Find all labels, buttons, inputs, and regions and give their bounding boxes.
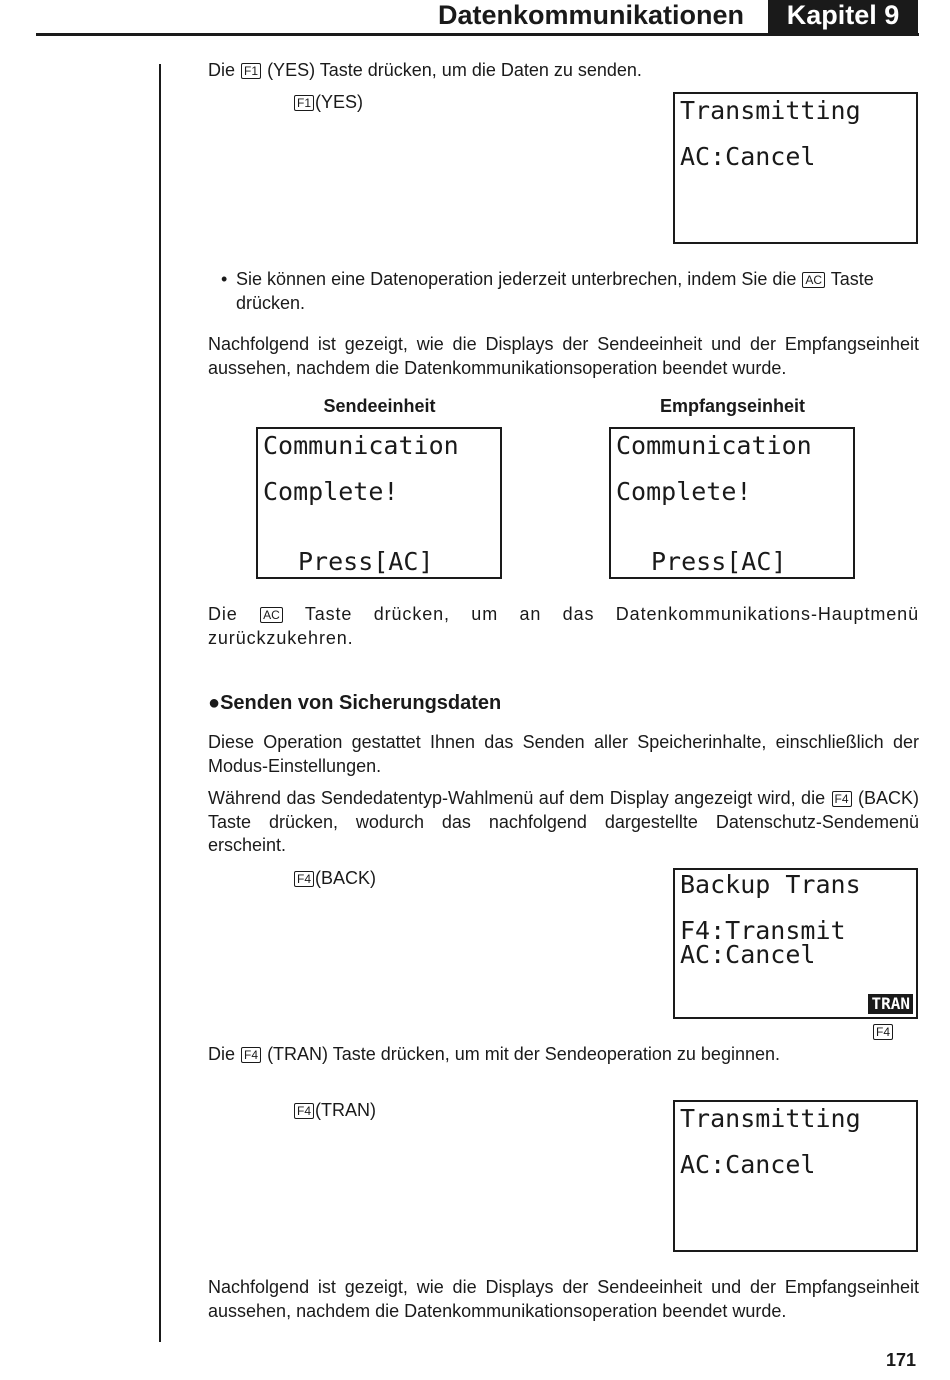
final-paragraph: Nachfolgend ist gezeigt, wie die Displays der Sendeeinheit und der Empfangseinheit aussehen, nachdem die Datenkommunikationsoperation beendet wurde. <box>208 1277 919 1321</box>
section-heading: ●Senden von Sicherungsdaten <box>208 692 502 714</box>
tran-softkey: TRAN <box>868 994 913 1014</box>
lcd-line: Press[AC] <box>298 547 434 576</box>
sender-caption: Sendeeinheit <box>323 396 436 416</box>
f4-key-icon: F4 <box>873 1024 893 1040</box>
step1-instruction: Die F1 (YES) Taste drücken, um die Daten zu senden. <box>208 60 642 80</box>
chapter-title: Datenkommunikationen <box>437 0 744 30</box>
backup-key-label: F4 (BACK) <box>293 867 376 891</box>
f4-key-icon: F4 <box>294 1103 314 1119</box>
result-intro-paragraph: Nachfolgend ist gezeigt, wie die Displays der Sendeeinheit und der Empfangseinheit aussehen, nachdem die Datenkommunikationsoperation beendet wurde. <box>208 334 919 378</box>
screen-transmitting <box>673 92 918 244</box>
tran-instruction: Die F4 (TRAN) Taste drücken, um mit der Sendeoperation zu beginnen. <box>208 1044 781 1064</box>
f4-key-icon: F4 <box>832 791 852 807</box>
lcd-line: Complete! <box>616 477 752 506</box>
ac-key-icon: AC <box>260 607 283 623</box>
chapter-badge: Kapitel 9 <box>768 0 918 33</box>
lcd-line: AC:Cancel <box>680 1150 816 1179</box>
screen-receiver-complete <box>609 427 855 579</box>
lcd-line: Press[AC] <box>651 547 787 576</box>
page-number: 171 <box>885 1350 916 1370</box>
receiver-caption: Empfangseinheit <box>659 396 806 416</box>
f1-key-icon: F1 <box>241 63 261 79</box>
note-bullet: • <box>221 269 228 289</box>
section-paragraph-2: Während das Sendedatentyp-Wahlmenü auf dem Display angezeigt wird, die F4 (BACK) Taste drücken, wodurch das nachfolgend dargestellte Datenschutz-Sendemenü erscheint. <box>208 788 919 855</box>
screen-sender-complete <box>256 427 502 579</box>
header-rule <box>36 33 919 36</box>
section-paragraph-1: Diese Operation gestattet Ihnen das Senden aller Speicherinhalte, einschließlich der Modus-Einstellungen. <box>208 732 919 776</box>
step1-key-label: F1 (YES) <box>293 91 363 115</box>
screen-transmitting-2 <box>673 1100 918 1252</box>
lcd-line: Communication <box>616 431 812 460</box>
tran-key-label: F4 (TRAN) <box>293 1099 376 1123</box>
ac-key-icon: AC <box>802 272 825 288</box>
lcd-line: Transmitting <box>680 1104 861 1133</box>
lcd-line: Backup Trans <box>680 870 861 899</box>
screen-backup-trans <box>673 868 918 1019</box>
lcd-line: AC:Cancel <box>680 142 816 171</box>
lcd-line: Communication <box>263 431 459 460</box>
margin-rule <box>159 64 161 1342</box>
f4-key-below-screen <box>872 1024 894 1040</box>
lcd-line: AC:Cancel <box>680 940 816 969</box>
f4-key-icon: F4 <box>241 1047 261 1063</box>
lcd-line: Complete! <box>263 477 399 506</box>
lcd-line: F4:Transmit <box>680 916 846 945</box>
f4-key-icon: F4 <box>294 871 314 887</box>
note-text: Sie können eine Datenoperation jederzeit unterbrechen, indem Sie die AC Taste drücken. <box>236 269 874 313</box>
return-paragraph: Die AC Taste drücken, um an das Datenkommunikations-Hauptmenü zurückzukehren. <box>208 604 919 648</box>
lcd-line: Transmitting <box>680 96 861 125</box>
f1-key-icon: F1 <box>294 95 314 111</box>
